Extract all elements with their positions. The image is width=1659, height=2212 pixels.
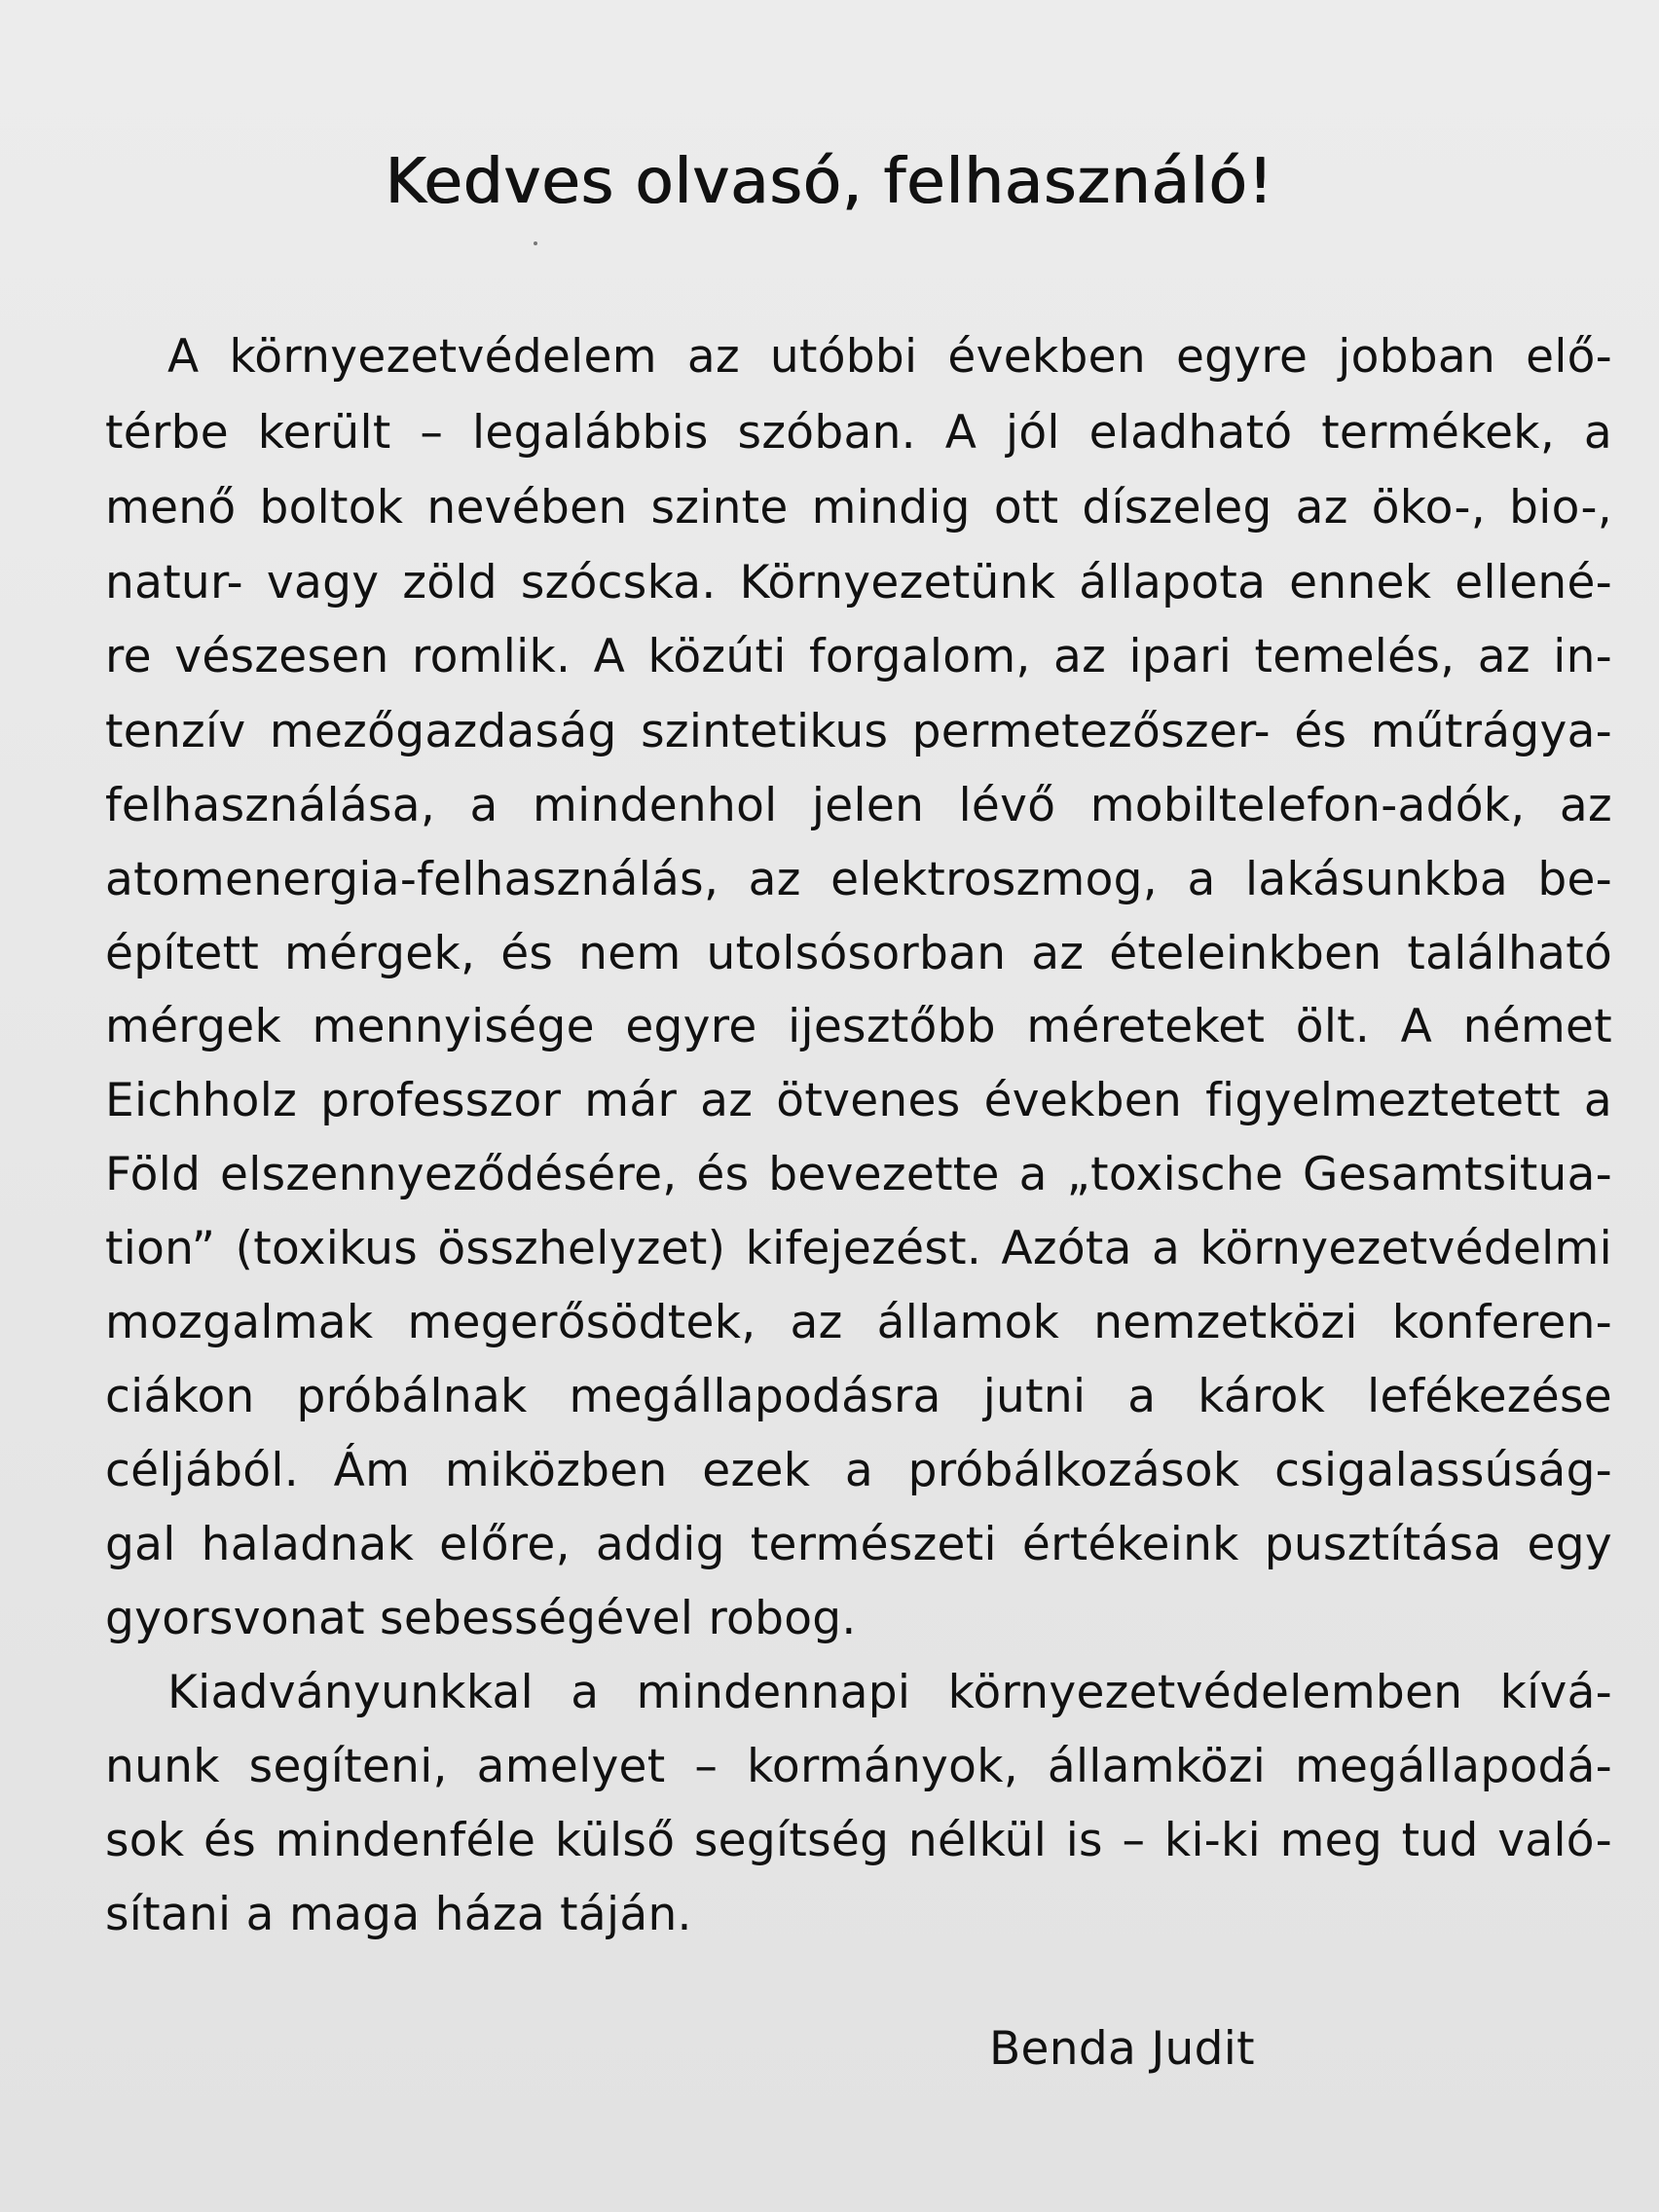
text-line: céljából. Ám miközben ezek a próbálkozások csigalassúság-: [105, 1444, 1612, 1497]
text-line: Eichholz professzor már az ötvenes években figyelmeztetett a: [105, 1074, 1612, 1127]
text-line: felhasználása, a mindenhol jelen lévő mobiltelefon-adók, az: [105, 779, 1612, 832]
text-line: épített mérgek, és nem utolsósorban az ételeinkben található: [105, 927, 1612, 980]
text-line: tion” (toxikus összhelyzet) kifejezést. Azóta a környezetvédelmi: [105, 1222, 1612, 1275]
text-line: sítani a maga háza táján.: [105, 1888, 692, 1941]
text-line: menő boltok nevében szinte mindig ott díszeleg az öko-, bio-,: [105, 481, 1612, 535]
text-line: mozgalmak megerősödtek, az államok nemzetközi konferen-: [105, 1296, 1612, 1349]
author-signature: Benda Judit: [989, 2022, 1255, 2076]
text-line: térbe került – legalábbis szóban. A jól eladható termékek, a: [105, 406, 1612, 460]
text-line: ciákon próbálnak megállapodásra jutni a károk lefékezése: [105, 1370, 1612, 1423]
print-speck: [534, 241, 537, 245]
text-line: A környezetvédelem az utóbbi években egyre jobban elő-: [167, 330, 1612, 384]
text-line: tenzív mezőgazdaság szintetikus permetezőszer- és műtrágya-: [105, 705, 1612, 758]
text-line: Kiadványunkkal a mindennapi környezetvédelemben kívá-: [167, 1666, 1612, 1719]
text-line: gal haladnak előre, addig természeti értékeink pusztítása egy: [105, 1518, 1612, 1571]
text-line: sok és mindenféle külső segítség nélkül is – ki-ki meg tud való-: [105, 1814, 1612, 1867]
text-line: re vészesen romlik. A közúti forgalom, az ipari temelés, az in-: [105, 630, 1612, 683]
text-line: nunk segíteni, amelyet – kormányok, államközi megállapodá-: [105, 1740, 1612, 1793]
text-line: atomenergia-felhasználás, az elektroszmog, a lakásunkba be-: [105, 853, 1612, 906]
page-title: Kedves olvasó, felhasználó!: [385, 146, 1274, 218]
text-line: gyorsvonat sebességével robog.: [105, 1592, 857, 1645]
text-line: natur- vagy zöld szócska. Környezetünk állapota ennek ellené-: [105, 556, 1612, 609]
text-line: mérgek mennyisége egyre ijesztőbb méreteket ölt. A német: [105, 1000, 1612, 1053]
text-line: Föld elszennyeződésére, és bevezette a „toxische Gesamtsitua-: [105, 1148, 1612, 1201]
